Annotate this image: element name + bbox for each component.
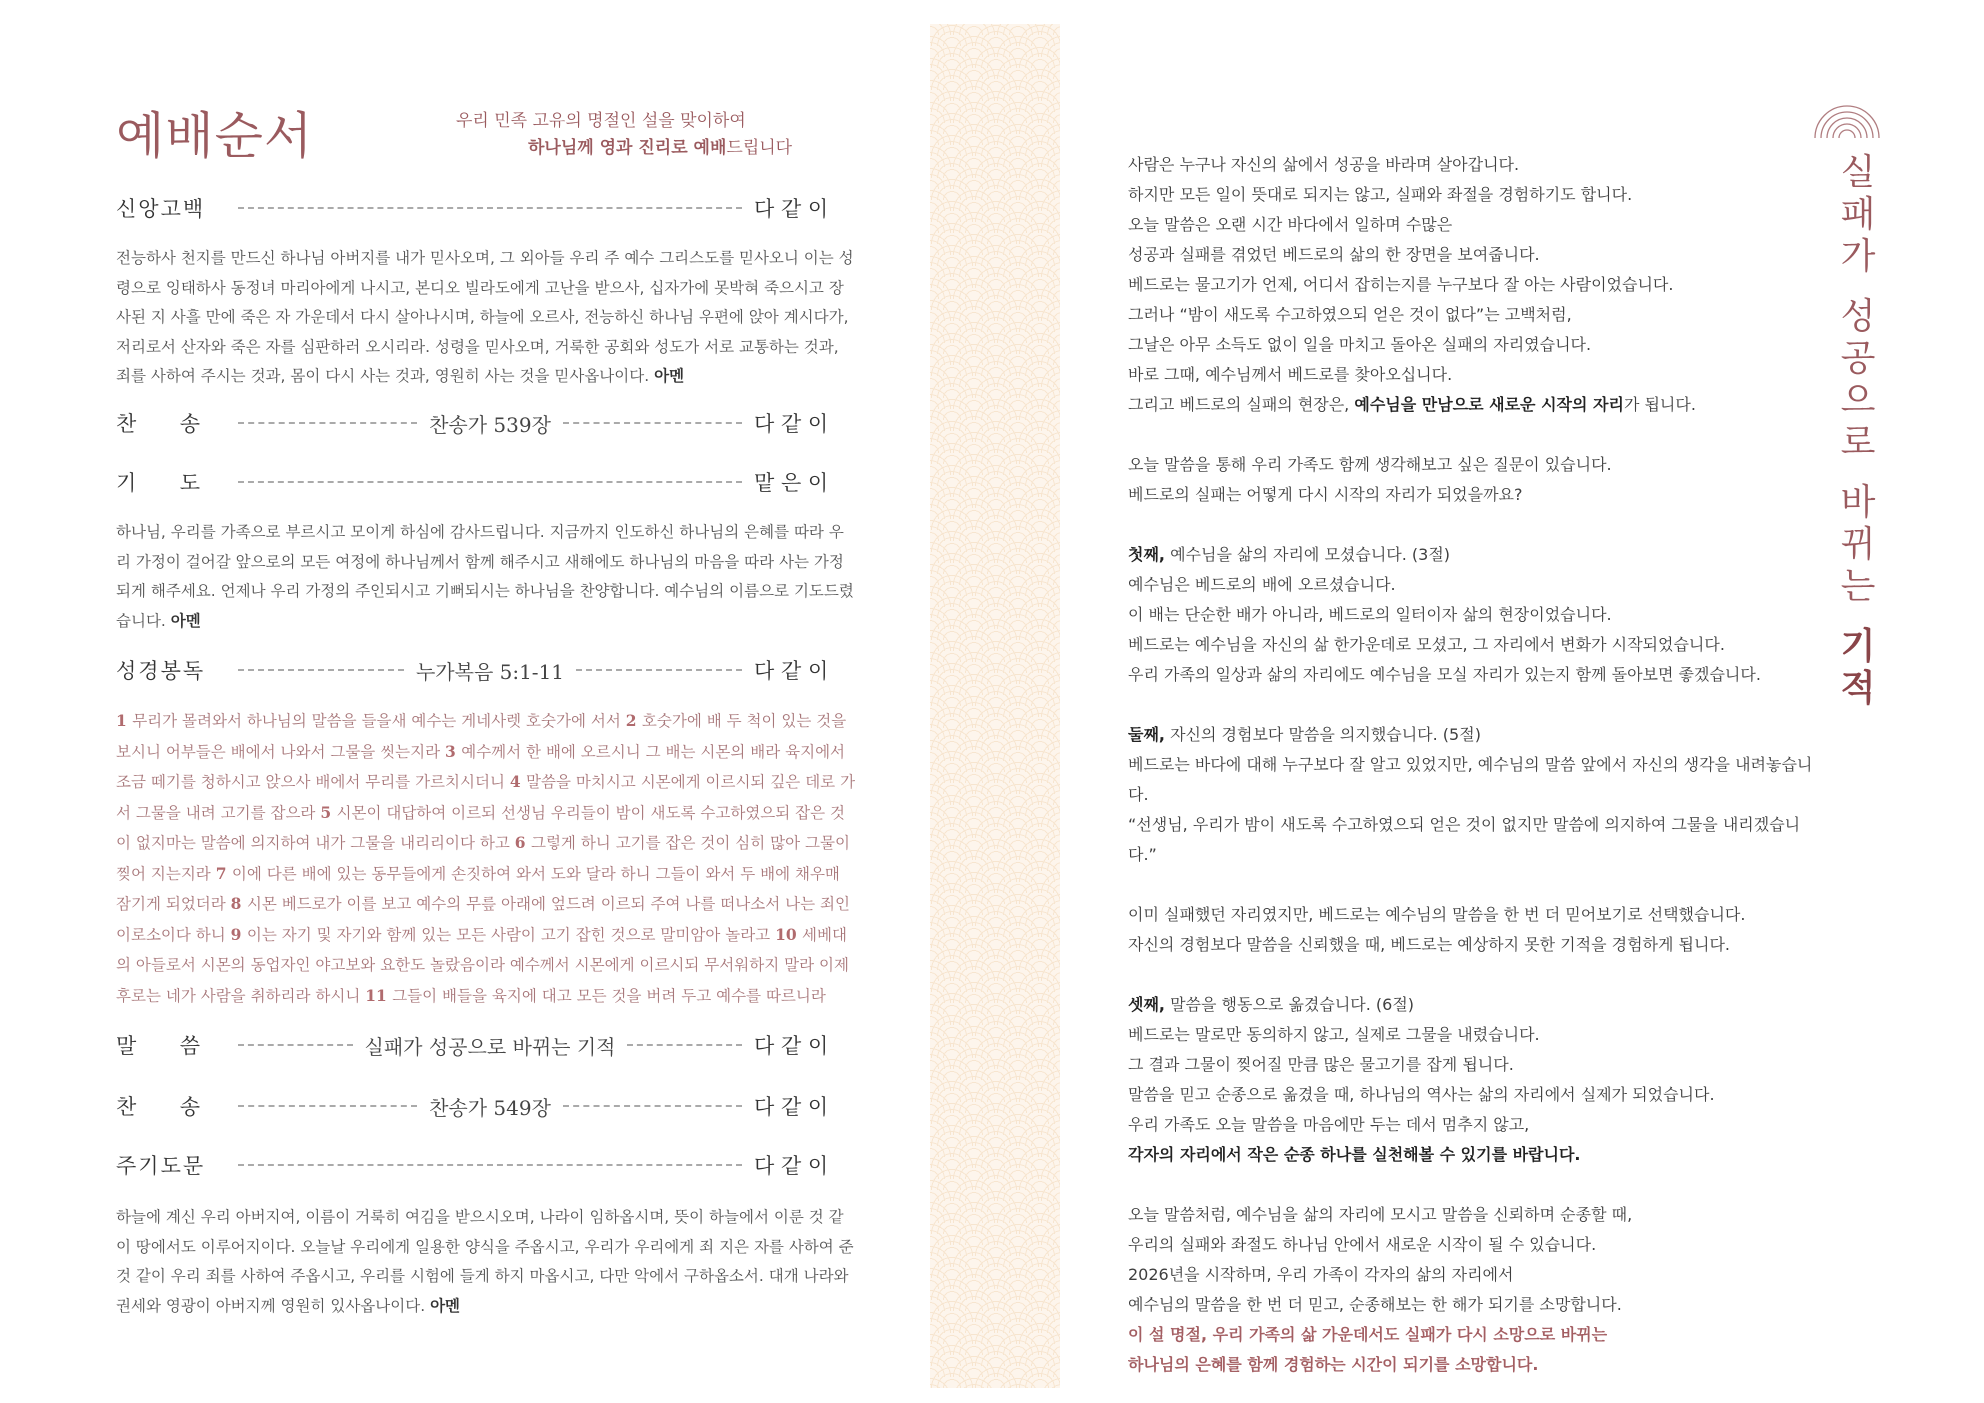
- text-line: 하나님의 은혜를 함께 경험하는 시간이 되기를 소망합니다.: [1128, 1355, 1539, 1374]
- label-char: 송: [179, 1095, 202, 1119]
- order-label: [116, 467, 226, 497]
- closing: [1128, 1200, 1828, 1320]
- point-2-heading: [1128, 720, 1828, 750]
- creed-text: [116, 244, 856, 392]
- verse-number: 6: [514, 833, 531, 852]
- text-line: 우리의 실패와 좌절도 하나님 안에서 새로운 시작이 될 수 있습니다.: [1128, 1235, 1597, 1254]
- page-title: 예배순서: [116, 107, 314, 165]
- title-char: 패: [1840, 194, 1876, 235]
- text-line: 베드로는 물고기가 언제, 어디서 잡히는지를 누구보다 잘 아는 사람이었습니다.: [1128, 275, 1674, 294]
- verse-text: 말씀을 마치시고 시몬에게 이르시되 깊은 데로 가서 그물을 내려 고기를 잡으라: [116, 773, 856, 822]
- text-line: 자신의 경험보다 말씀을 신뢰했을 때, 베드로는 예상하지 못한 기적을 경험하게 됩니다.: [1128, 935, 1730, 954]
- hymn-number: 찬송가 549장: [429, 1095, 551, 1120]
- dash-leader: [627, 1044, 742, 1046]
- scripture-text: [116, 706, 856, 1011]
- text-line: 예수님의 말씀을 한 번 더 믿고, 순종해보는 한 해가 되기를 소망합니다.: [1128, 1295, 1622, 1314]
- text-line: 오늘 말씀을 통해 우리 가족도 함께 생각해보고 싶은 질문이 있습니다.: [1128, 455, 1612, 474]
- title-char: 적: [1840, 668, 1876, 709]
- text-line: 성공과 실패를 겪었던 베드로의 삶의 한 장면을 보여줍니다.: [1128, 245, 1540, 264]
- verse-number: 4: [509, 772, 527, 791]
- order-row-sermon: [116, 1028, 854, 1062]
- label-char: 도: [179, 471, 202, 495]
- verse-number: 2: [625, 711, 642, 730]
- point-3-heading: [1128, 990, 1828, 1020]
- amen: 아멘: [430, 1296, 461, 1315]
- title-char: 는: [1840, 566, 1876, 607]
- order-label: [116, 408, 226, 438]
- point-label: 셋째,: [1128, 995, 1165, 1014]
- point-label: 둘째,: [1128, 725, 1165, 744]
- verse-text: 시몬이 대답하여 이르되 선생님 우리들이 밤이 새도록 수고하였으되 잡은 것이 없지마는 말씀에 의지하여 내가 그물을 내리리이다 하고: [116, 803, 846, 852]
- order-who: 다 같 이: [754, 659, 829, 683]
- rainbow-arc-icon: [1812, 100, 1882, 140]
- order-label: [116, 1091, 226, 1121]
- scripture-reference: 누가복음 5:1-11: [415, 659, 565, 684]
- title-char: 기: [1840, 626, 1876, 667]
- point-3-body: [1128, 1020, 1828, 1140]
- point-title: 말씀을 행동으로 옮겼습니다. (6절): [1165, 995, 1415, 1014]
- order-row-hymn-2: [116, 1089, 854, 1123]
- verse-number: 10: [775, 924, 803, 944]
- order-label: [116, 1030, 226, 1060]
- point-3-emphasis: [1128, 1140, 1828, 1170]
- hymn-number: 찬송가 539장: [429, 412, 551, 437]
- text-line: 이 배는 단순한 배가 아니라, 베드로의 일터이자 삶의 현장이었습니다.: [1128, 605, 1612, 624]
- order-who: 다 같 이: [754, 1095, 829, 1119]
- verse-number: 11: [365, 985, 393, 1005]
- title-char: 뀌: [1840, 524, 1876, 565]
- text-line: 예수님은 베드로의 배에 오르셨습니다.: [1128, 575, 1396, 594]
- title-char: 가: [1840, 236, 1876, 277]
- label-char: 송: [179, 412, 202, 436]
- prayer-body: 하나님, 우리를 가족으로 부르시고 모이게 하심에 감사드립니다. 지금까지 인도하신 하나님의 은혜를 따라 우리 가정이 걸어갈 앞으로의 모든 여정에 하나님께서 함께 해주시고 새해에도 하나님의 마음을 따라 사는 가정되게 해주세요. 언제나 우리 가정의 주인되시고 기뻐되시는 하나님을 찬양합니다. 예수님의 이름으로 기도드렸습니다.: [116, 523, 854, 630]
- verse-text: 시몬 베드로가 이를 보고 예수의 무릎 아래에 엎드려 이르되 주여 나를 떠나소서 나는 죄인이로소이다 하니: [116, 895, 850, 944]
- order-row-hymn-1: [116, 406, 854, 440]
- point-2-body-cont: [1128, 900, 1828, 960]
- amen: 아멘: [654, 367, 685, 385]
- verse-text: 무리가 몰려와서 하나님의 말씀을 들을새 예수는 게네사렛 호숫가에 서서: [132, 712, 626, 730]
- verse-number: 3: [445, 741, 462, 761]
- verse-text: 그들이 배들을 육지에 대고 모든 것을 버려 두고 예수를 따르니라: [392, 986, 826, 1005]
- dash-leader: [563, 1105, 742, 1107]
- sermon-intro-last: [1128, 390, 1828, 420]
- verse-text: 예수께서 한 배에 오르시니 그 배는 시몬의 배라 육지에서 조금 떼기를 청하시고 앉으사 배에서 무리를 가르치시더니: [116, 742, 846, 791]
- text-line: 말씀을 믿고 순종으로 옮겼을 때, 하나님의 역사는 삶의 자리에서 실제가 되었습니다.: [1128, 1085, 1715, 1104]
- text-line: 베드로는 말로만 동의하지 않고, 실제로 그물을 내렸습니다.: [1128, 1025, 1540, 1044]
- title-char: 바: [1840, 482, 1876, 523]
- dash-leader: [238, 481, 742, 483]
- intro-rest: 드립니다: [726, 138, 793, 158]
- order-row-creed: [116, 191, 854, 225]
- dash-leader: [238, 1164, 742, 1166]
- title-char: 로: [1840, 422, 1876, 463]
- text-line: 그날은 아무 소득도 없이 일을 마치고 돌아온 실패의 자리였습니다.: [1128, 335, 1592, 354]
- wave-pattern-strip: [930, 24, 1060, 1388]
- emphasis: 각자의 자리에서 작은 순종 하나를 실천해볼 수 있기를 바랍니다.: [1128, 1145, 1581, 1164]
- verse-text: 호숫가에 배 두 척이 있는 것을 보시니 어부들은 배에서 나와서 그물을 씻는지라: [116, 712, 847, 761]
- verse-number: 8: [230, 894, 247, 913]
- text-line: 우리 가족의 일상과 삶의 자리에도 예수님을 모실 자리가 있는지 함께 돌아보면 좋겠습니다.: [1128, 665, 1761, 684]
- text: 가 됩니다.: [1623, 395, 1696, 414]
- label-char: 찬: [116, 412, 139, 436]
- verse-text: 세베대의 아들로서 시몬의 동업자인 야고보와 요한도 놀랐음이라 예수께서 시몬에게 이르시되 무서워하지 말라 이제 후로는 네가 사람을 취하리라 하시니: [116, 925, 849, 1005]
- dash-leader: [238, 669, 404, 671]
- label-char: 기: [116, 471, 139, 495]
- verse-text: 이는 자기 및 자기와 함께 있는 모든 사람이 고기 잡힌 것으로 말미암아 놀라고: [246, 925, 776, 944]
- order-label: 성경봉독: [116, 659, 206, 683]
- text-line: 그 결과 그물이 찢어질 만큼 많은 물고기를 잡게 됩니다.: [1128, 1055, 1514, 1074]
- verse-number: 1: [116, 711, 133, 730]
- text-line: 이 설 명절, 우리 가족의 삶 가운데서도 실패가 다시 소망으로 바뀌는: [1128, 1325, 1608, 1344]
- title-char: 성: [1840, 296, 1876, 337]
- dash-leader: [238, 207, 742, 209]
- prayer-text: [116, 518, 856, 636]
- sermon-page: [1128, 150, 1828, 1380]
- text-line: “선생님, 우리가 밤이 새도록 수고하였으되 얻은 것이 없지만 말씀에 의지하여 그물을 내리겠습니다.”: [1128, 815, 1801, 864]
- intro-line-1: 우리 민족 고유의 명절인 설을 맞이하여: [456, 111, 746, 131]
- lords-prayer-text: [116, 1203, 856, 1321]
- text-line: 사람은 누구나 자신의 삶에서 성공을 바라며 살아갑니다.: [1128, 155, 1520, 174]
- sermon-question: [1128, 450, 1828, 510]
- point-2-body: [1128, 750, 1828, 870]
- dash-leader: [563, 422, 742, 424]
- order-who: 다 같 이: [754, 1034, 829, 1058]
- verse-number: 5: [320, 802, 337, 822]
- label-char: 씀: [179, 1034, 202, 1058]
- text: 그리고 베드로의 실패의 현장은,: [1128, 395, 1355, 414]
- order-row-reading: [116, 653, 854, 687]
- order-label: 신앙고백: [116, 197, 206, 221]
- title-char: 공: [1840, 338, 1876, 379]
- order-who: 다 같 이: [754, 1154, 829, 1178]
- title-char: 으: [1840, 380, 1876, 421]
- amen: 아멘: [170, 611, 201, 630]
- order-label: 주기도문: [116, 1154, 206, 1178]
- creed-body: 전능하사 천지를 만드신 하나님 아버지를 내가 믿사오며, 그 외아들 우리 주 예수 그리스도를 믿사오니 이는 성령으로 잉태하사 동정녀 마리아에게 나시고, 본디오 빌라도에게 고난을 받으사, 십자가에 못박혀 죽으시고 장사된 지 사흘 만에 죽은 자 가운데서 다시 살아나시며, 하늘에 오르사, 전능하신 하나님 우편에 앉아 계시다가, 저리로서 산자와 죽은 자를 심판하러 오시리라. 성령을 믿사오며, 거룩한 공회와 성도가 서로 교통하는 것과, 죄를 사하여 주시는 것과, 몸이 다시 사는 것과, 영원히 사는 것을 믿사옵나이다.: [116, 249, 854, 385]
- sermon-vertical-title: [1830, 152, 1886, 710]
- title-char: [1830, 608, 1886, 626]
- verse-text: 이에 다른 배에 있는 동무들에게 손짓하여 와서 도와 달라 하니 그들이 와서 두 배에 채우매 잠기게 되었더라: [116, 864, 840, 913]
- text-line: 하지만 모든 일이 뜻대로 되지는 않고, 실패와 좌절을 경험하기도 합니다.: [1128, 185, 1633, 204]
- verse-number: 7: [215, 863, 232, 883]
- intro-line-2: [456, 135, 936, 162]
- dash-leader: [576, 669, 742, 671]
- text-line: 바로 그때, 예수님께서 베드로를 찾아오십니다.: [1128, 365, 1453, 384]
- label-char: 말: [116, 1034, 139, 1058]
- point-1-body: [1128, 570, 1828, 690]
- label-char: 찬: [116, 1095, 139, 1119]
- closing-accent: [1128, 1320, 1828, 1380]
- dash-leader: [238, 1044, 353, 1046]
- text-line: 오늘 말씀은 오랜 시간 바다에서 일하며 수많은: [1128, 215, 1453, 234]
- order-who: 다 같 이: [754, 197, 829, 221]
- title-char: 실: [1840, 152, 1876, 193]
- verse-text: 그렇게 하니 고기를 잡은 것이 심히 많아 그물이 찢어 지는지라: [116, 834, 850, 883]
- emphasis: 예수님을 만남으로 새로운 시작의 자리: [1354, 395, 1624, 414]
- dash-leader: [238, 1105, 417, 1107]
- point-1-heading: [1128, 540, 1828, 570]
- text-line: 베드로는 예수님을 자신의 삶 한가운데로 모셨고, 그 자리에서 변화가 시작되었습니다.: [1128, 635, 1725, 654]
- text-line: 이미 실패했던 자리였지만, 베드로는 예수님의 말씀을 한 번 더 믿어보기로 선택했습니다.: [1128, 905, 1746, 924]
- sermon-intro: [1128, 150, 1828, 390]
- text-line: 베드로의 실패는 어떻게 다시 시작의 자리가 되었을까요?: [1128, 485, 1523, 504]
- text-line: 그러나 “밤이 새도록 수고하였으되 얻은 것이 없다”는 고백처럼,: [1128, 305, 1572, 324]
- intro-emphasis: 하나님께 영과 진리로 예배: [528, 138, 727, 158]
- text-line: 베드로는 바다에 대해 누구보다 잘 알고 있었지만, 예수님의 말씀 앞에서 자신의 생각을 내려놓습니다.: [1128, 755, 1813, 804]
- order-who: 맡 은 이: [754, 471, 829, 495]
- order-row-prayer: [116, 465, 854, 499]
- intro-text: [456, 108, 936, 162]
- text-line: 2026년을 시작하며, 우리 가족이 각자의 삶의 자리에서: [1128, 1265, 1514, 1284]
- dash-leader: [238, 422, 417, 424]
- point-title: 자신의 경험보다 말씀을 의지했습니다. (5절): [1165, 725, 1481, 744]
- lords-prayer-body: 하늘에 계신 우리 아버지여, 이름이 거룩히 여김을 받으시오며, 나라이 임하옵시며, 뜻이 하늘에서 이룬 것 같이 땅에서도 이루어지이다. 오늘날 우리에게 일용한 양식을 주옵시고, 우리가 우리에게 죄 지은 자를 사하여 준 것 같이 우리 죄를 사하여 주옵시고, 우리를 시험에 들게 하지 마옵시고, 다만 악에서 구하옵소서. 대개 나라와 권세와 영광이 아버지께 영원히 있사옵나이다.: [116, 1208, 854, 1315]
- point-label: 첫째,: [1128, 545, 1165, 564]
- verse-number: 9: [230, 924, 247, 944]
- text-line: 우리 가족도 오늘 말씀을 마음에만 두는 데서 멈추지 않고,: [1128, 1115, 1530, 1134]
- sermon-title: 실패가 성공으로 바뀌는 기적: [364, 1034, 616, 1059]
- order-who: 다 같 이: [754, 412, 829, 436]
- title-char: [1830, 464, 1886, 482]
- text-line: 오늘 말씀처럼, 예수님을 삶의 자리에 모시고 말씀을 신뢰하며 순종할 때,: [1128, 1205, 1633, 1224]
- point-title: 예수님을 삶의 자리에 모셨습니다. (3절): [1165, 545, 1451, 564]
- title-char: [1830, 278, 1886, 296]
- order-row-lords-prayer: [116, 1148, 854, 1182]
